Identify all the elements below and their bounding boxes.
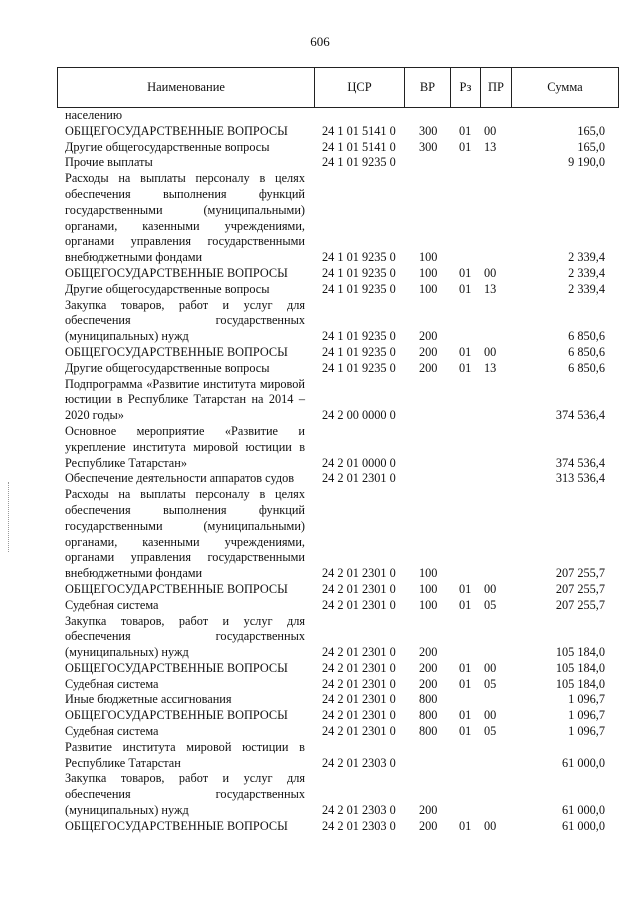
row-name: Другие общегосударственные вопросы: [65, 281, 270, 296]
row-name: Судебная система: [65, 676, 159, 691]
row-csr: 24 1 01 9235 0: [322, 155, 396, 170]
row-csr: 24 2 00 0000 0: [322, 408, 396, 423]
row-csr: 24 2 01 2303 0: [322, 818, 396, 833]
row-sum: 207 255,7: [555, 597, 605, 612]
row-name: Прочие выплаты: [65, 155, 153, 170]
row-vr: 200: [419, 329, 438, 344]
row-csr: 24 2 01 2301 0: [322, 676, 396, 691]
header-name: Наименование: [58, 68, 315, 107]
row-csr: 24 1 01 9235 0: [322, 360, 396, 375]
row-vr: 200: [419, 360, 438, 375]
row-name: Подпрограмма «Развитие института мировой юстиции в Республике Татарстан на 2014 – 2020 годы»: [65, 376, 305, 423]
row-pr: 00: [484, 660, 497, 675]
header-sum: Сумма: [547, 80, 583, 94]
row-sum: 6 850,6: [568, 360, 605, 375]
row-rz: 01: [459, 724, 472, 739]
row-sum: 1 096,7: [568, 724, 605, 739]
row-name: Другие общегосударственные вопросы: [65, 139, 270, 154]
row-sum: 313 536,4: [555, 471, 605, 486]
table-row: [57, 424, 619, 471]
row-csr: 24 2 01 2301 0: [322, 724, 396, 739]
row-csr: 24 2 01 0000 0: [322, 455, 396, 470]
row-name: Судебная система: [65, 724, 159, 739]
row-csr: 24 1 01 9235 0: [322, 265, 396, 280]
row-rz: 01: [459, 708, 472, 723]
row-vr: 800: [419, 708, 438, 723]
row-name: ОБЩЕГОСУДАРСТВЕННЫЕ ВОПРОСЫ: [65, 818, 288, 833]
row-vr: 100: [419, 265, 438, 280]
row-vr: 200: [419, 818, 438, 833]
row-csr: 24 1 01 9235 0: [322, 250, 396, 265]
row-sum: 374 536,4: [555, 455, 605, 470]
table-row: [57, 155, 619, 171]
row-csr: 24 1 01 5141 0: [322, 139, 396, 154]
row-sum: 61 000,0: [561, 818, 605, 833]
row-csr: 24 2 01 2301 0: [322, 597, 396, 612]
row-pr: 00: [484, 581, 497, 596]
table-row: [57, 124, 619, 140]
row-sum: 2 339,4: [568, 281, 605, 296]
row-name: ОБЩЕГОСУДАРСТВЕННЫЕ ВОПРОСЫ: [65, 660, 288, 675]
row-sum: 6 850,6: [568, 329, 605, 344]
row-vr: 100: [419, 597, 438, 612]
header-csr: ЦСР: [315, 68, 405, 107]
row-rz: 01: [459, 344, 472, 359]
row-csr: 24 1 01 9235 0: [322, 281, 396, 296]
header-vr: ВР: [405, 68, 451, 107]
row-sum: 207 255,7: [555, 566, 605, 581]
row-name: ОБЩЕГОСУДАРСТВЕННЫЕ ВОПРОСЫ: [65, 344, 288, 359]
row-sum: 165,0: [577, 123, 605, 138]
row-sum: 1 096,7: [568, 692, 605, 707]
row-sum: 207 255,7: [555, 581, 605, 596]
row-vr: 100: [419, 566, 438, 581]
row-name: Закупка товаров, работ и услуг для обеспечения государственных (муниципальных) нужд: [65, 297, 305, 344]
table-row: [57, 771, 619, 818]
row-name: Расходы на выплаты персоналу в целях обеспечения выполнения функций государственными (муниципальными) органами, казенными учреждениями, органами управления государственными внебюджетными фондами: [65, 487, 305, 581]
row-csr: 24 2 01 2301 0: [322, 645, 396, 660]
row-rz: 01: [459, 281, 472, 296]
row-name: Закупка товаров, работ и услуг для обеспечения государственных (муниципальных) нужд: [65, 613, 305, 660]
row-vr: 200: [419, 645, 438, 660]
page-number: 606: [310, 34, 330, 49]
row-csr: 24 2 01 2301 0: [322, 581, 396, 596]
row-name: Иные бюджетные ассигнования: [65, 692, 232, 707]
row-pr: 00: [484, 265, 497, 280]
row-csr: 24 1 01 9235 0: [322, 329, 396, 344]
row-rz: 01: [459, 818, 472, 833]
row-vr: 100: [419, 250, 438, 265]
row-vr: 800: [419, 724, 438, 739]
table-row: [57, 708, 619, 724]
table-row: [57, 819, 619, 835]
row-rz: 01: [459, 139, 472, 154]
table-row: [57, 692, 619, 708]
table-body: [57, 108, 619, 835]
table-row: [57, 298, 619, 345]
binding-mark: [8, 482, 11, 552]
row-sum: 105 184,0: [555, 645, 605, 660]
row-sum: 61 000,0: [561, 803, 605, 818]
row-csr: 24 2 01 2303 0: [322, 803, 396, 818]
table-row: [57, 598, 619, 614]
table-header: [57, 67, 619, 108]
header-pr: ПР: [481, 68, 512, 107]
row-name: Другие общегосударственные вопросы: [65, 360, 270, 375]
row-sum: 2 339,4: [568, 265, 605, 280]
row-rz: 01: [459, 676, 472, 691]
table-row: [57, 171, 619, 266]
row-pr: 13: [484, 281, 497, 296]
row-csr: 24 2 01 2303 0: [322, 755, 396, 770]
row-pr: 13: [484, 139, 497, 154]
row-sum: 1 096,7: [568, 708, 605, 723]
row-sum: 2 339,4: [568, 250, 605, 265]
row-pr: 00: [484, 708, 497, 723]
table-row: [57, 377, 619, 424]
row-name: Судебная система: [65, 597, 159, 612]
row-pr: 05: [484, 676, 497, 691]
row-rz: 01: [459, 360, 472, 375]
row-vr: 200: [419, 676, 438, 691]
table-row: [57, 487, 619, 582]
table-row: [57, 614, 619, 661]
row-name: Расходы на выплаты персоналу в целях обеспечения выполнения функций государственными (муниципальными) органами, казенными учреждениями, органами управления государственными внебюджетными фондами: [65, 171, 305, 265]
table-row: [57, 140, 619, 156]
row-pr: 05: [484, 597, 497, 612]
row-sum: 61 000,0: [561, 755, 605, 770]
row-pr: 00: [484, 818, 497, 833]
row-pr: 13: [484, 360, 497, 375]
row-rz: 01: [459, 265, 472, 280]
row-csr: 24 2 01 2301 0: [322, 660, 396, 675]
row-name: ОБЩЕГОСУДАРСТВЕННЫЕ ВОПРОСЫ: [65, 708, 288, 723]
table-row: [57, 471, 619, 487]
table-row: [57, 724, 619, 740]
row-rz: 01: [459, 581, 472, 596]
row-rz: 01: [459, 597, 472, 612]
row-vr: 100: [419, 281, 438, 296]
row-name: Основное мероприятие «Развитие и укрепление института мировой юстиции в Республике Татарстан»: [65, 423, 305, 470]
table-row: [57, 740, 619, 772]
row-vr: 200: [419, 803, 438, 818]
row-vr: 800: [419, 692, 438, 707]
row-name: населению: [65, 108, 123, 122]
row-rz: 01: [459, 123, 472, 138]
row-sum: 374 536,4: [555, 408, 605, 423]
row-sum: 6 850,6: [568, 344, 605, 359]
row-vr: 200: [419, 344, 438, 359]
row-name: ОБЩЕГОСУДАРСТВЕННЫЕ ВОПРОСЫ: [65, 123, 288, 138]
row-pr: 05: [484, 724, 497, 739]
table-row: [57, 361, 619, 377]
row-name: ОБЩЕГОСУДАРСТВЕННЫЕ ВОПРОСЫ: [65, 581, 288, 596]
row-csr: 24 1 01 5141 0: [322, 123, 396, 138]
row-name: ОБЩЕГОСУДАРСТВЕННЫЕ ВОПРОСЫ: [65, 265, 288, 280]
row-pr: 00: [484, 123, 497, 138]
row-sum: 9 190,0: [568, 155, 605, 170]
row-rz: 01: [459, 660, 472, 675]
table-row: [57, 266, 619, 282]
row-csr: 24 2 01 2301 0: [322, 471, 396, 486]
table-row: [57, 282, 619, 298]
row-vr: 100: [419, 581, 438, 596]
row-pr: 00: [484, 344, 497, 359]
row-sum: 165,0: [577, 139, 605, 154]
row-csr: 24 2 01 2301 0: [322, 566, 396, 581]
row-sum: 105 184,0: [555, 676, 605, 691]
row-sum: 105 184,0: [555, 660, 605, 675]
row-csr: 24 1 01 9235 0: [322, 344, 396, 359]
row-name: Закупка товаров, работ и услуг для обеспечения государственных (муниципальных) нужд: [65, 771, 305, 818]
row-vr: 300: [419, 139, 438, 154]
row-vr: 300: [419, 123, 438, 138]
table-row: [57, 108, 619, 124]
row-vr: 200: [419, 660, 438, 675]
table-row: [57, 582, 619, 598]
row-csr: 24 2 01 2301 0: [322, 692, 396, 707]
row-name: Развитие института мировой юстиции в Республике Татарстан: [65, 739, 305, 770]
header-rz: Рз: [451, 68, 481, 107]
row-name: Обеспечение деятельности аппаратов судов: [65, 471, 295, 486]
table-row: [57, 677, 619, 693]
table-row: [57, 661, 619, 677]
table-row: [57, 345, 619, 361]
row-csr: 24 2 01 2301 0: [322, 708, 396, 723]
